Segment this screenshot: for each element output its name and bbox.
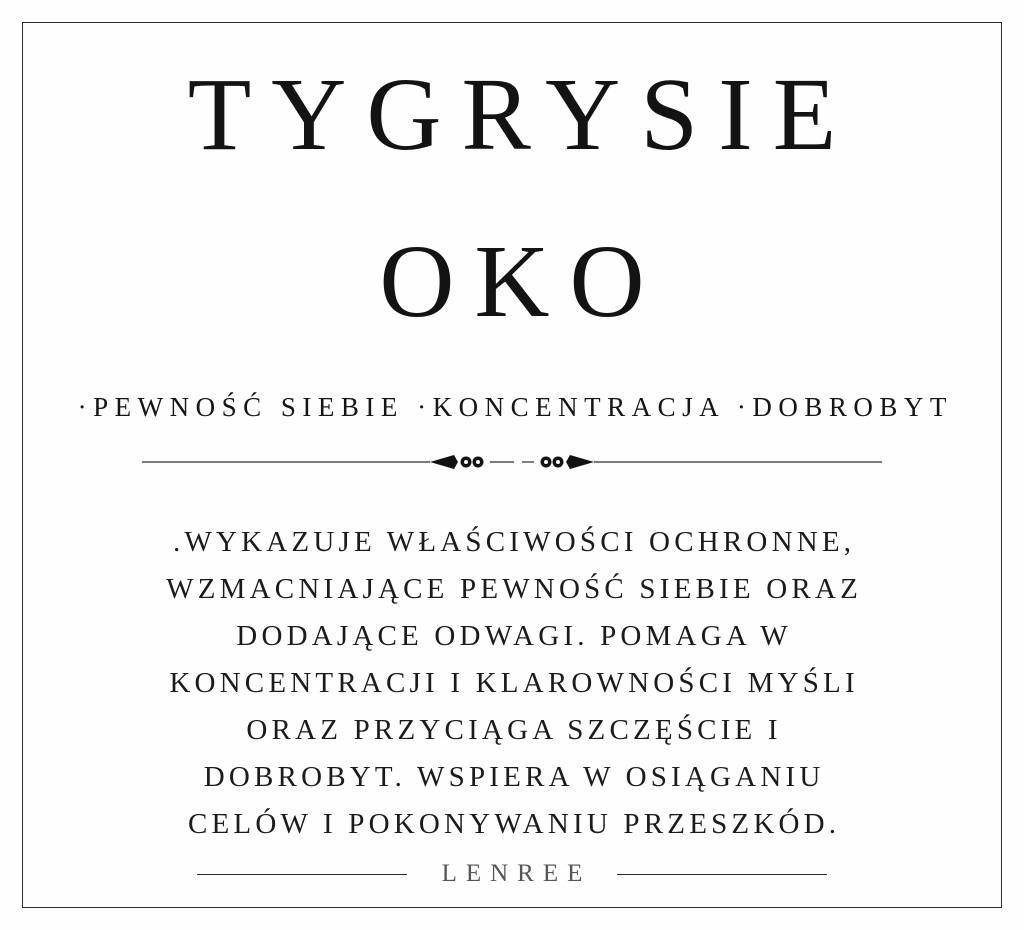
description-line: CELÓW I POKONYWANIU PRZESZKÓD. [187, 808, 841, 841]
footer [22, 860, 1002, 888]
footer-rule-left [197, 874, 407, 875]
poster-content [22, 22, 1002, 908]
page-title [22, 57, 1002, 340]
keywords-line: ·PEWNOŚĆ SIEBIE ·KONCENTRACJA ·DOBROBYT [77, 392, 953, 423]
description-line: DOBROBYT. WSPIERA W OSIĄGANIU [203, 761, 825, 794]
brand-name: LENREE [441, 860, 592, 887]
description-line: .WYKAZUJE WŁAŚCIWOŚCI OCHRONNE, [172, 526, 856, 559]
description-line: KONCENTRACJI I KLAROWNOŚCI MYŚLI [169, 667, 859, 700]
description-line: DODAJĄCE ODWAGI. POMAGA W [236, 620, 792, 653]
description-line: WZMACNIAJĄCE PEWNOŚĆ SIEBIE ORAZ [166, 573, 863, 606]
title-line-primary: TYGRYSIE [187, 57, 857, 172]
footer-rule-right [617, 874, 827, 875]
description-text [77, 519, 947, 848]
title-line-secondary: OKO [379, 224, 665, 340]
description-line: ORAZ PRZYCIĄGA SZCZĘŚCIE I [246, 714, 782, 747]
ornamental-divider-icon [142, 449, 882, 475]
